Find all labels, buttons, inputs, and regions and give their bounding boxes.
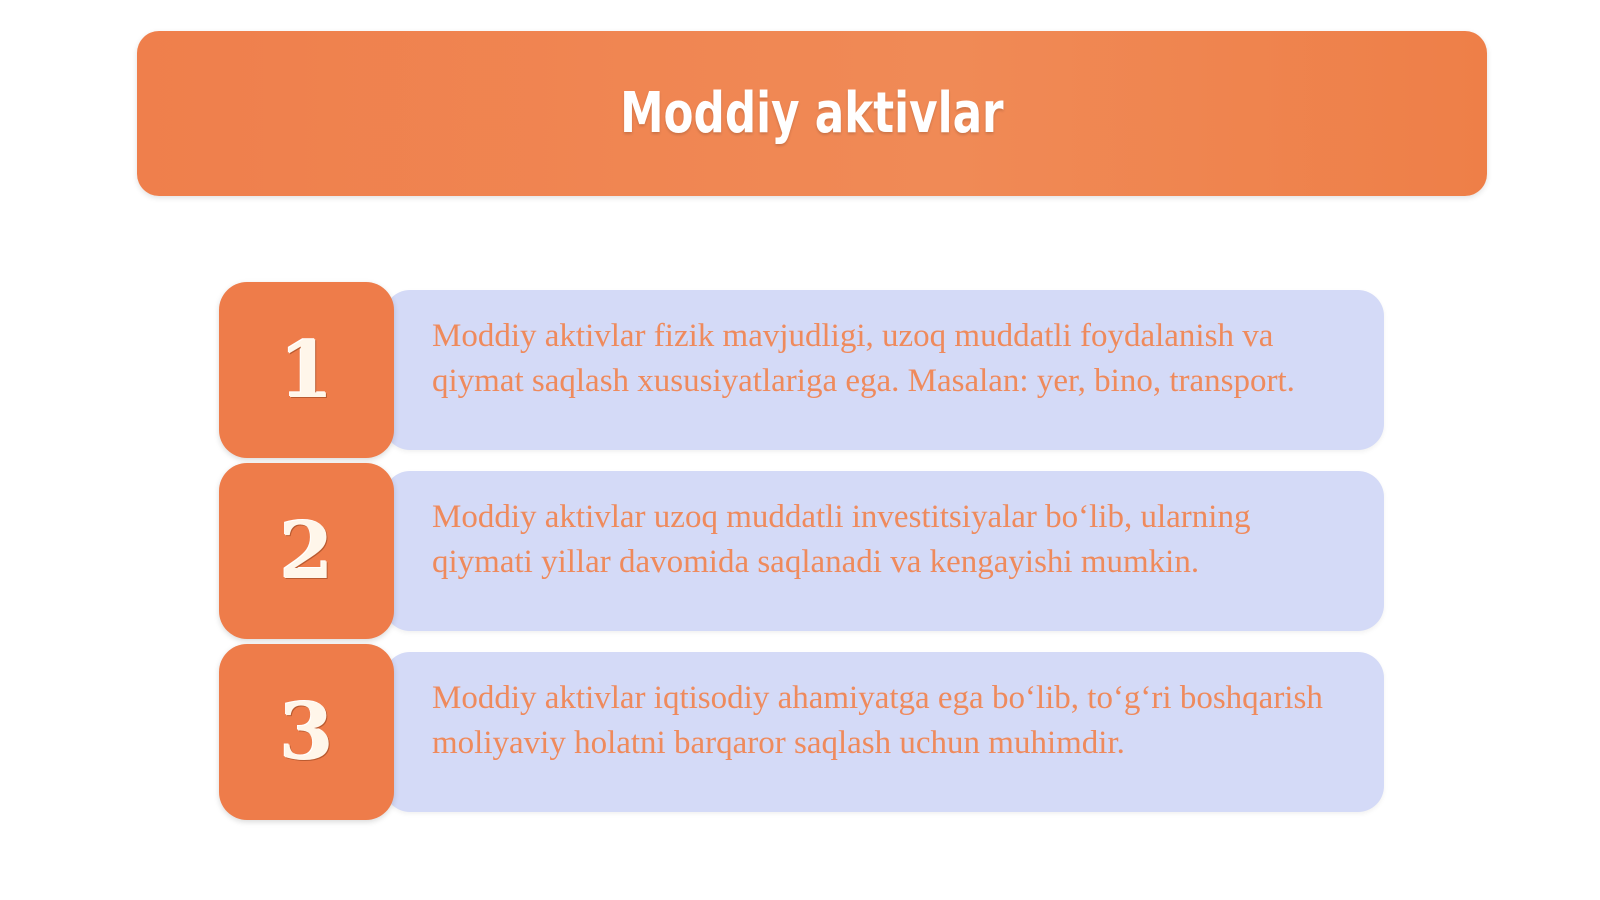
number-badge xyxy=(219,282,394,458)
item-text: Moddiy aktivlar iqtisodiy ahamiyatga ega bo‘lib, to‘g‘ri boshqarish moliyaviy holatni barqaror saqlash uchun muhimdir. xyxy=(432,680,1323,761)
item-text: Moddiy aktivlar uzoq muddatli investitsiyalar bo‘lib, ularning qiymati yillar davomida saqlanadi va kengayishi mumkin. xyxy=(432,499,1251,580)
list-item-3 xyxy=(219,644,1384,820)
number-badge xyxy=(219,463,394,639)
number-label: 3 xyxy=(279,686,334,778)
list-item-1 xyxy=(219,282,1384,458)
title-banner xyxy=(137,31,1487,196)
item-text: Moddiy aktivlar fizik mavjudligi, uzoq muddatli foydalanish va qiymat saqlash xususiyatlariga ega. Masalan: yer, bino, transport. xyxy=(432,318,1295,399)
list-item-2 xyxy=(219,463,1384,639)
slide-title: Moddiy aktivlar xyxy=(620,81,1004,146)
number-label: 1 xyxy=(279,324,334,416)
number-badge xyxy=(219,644,394,820)
number-label: 2 xyxy=(279,505,334,597)
